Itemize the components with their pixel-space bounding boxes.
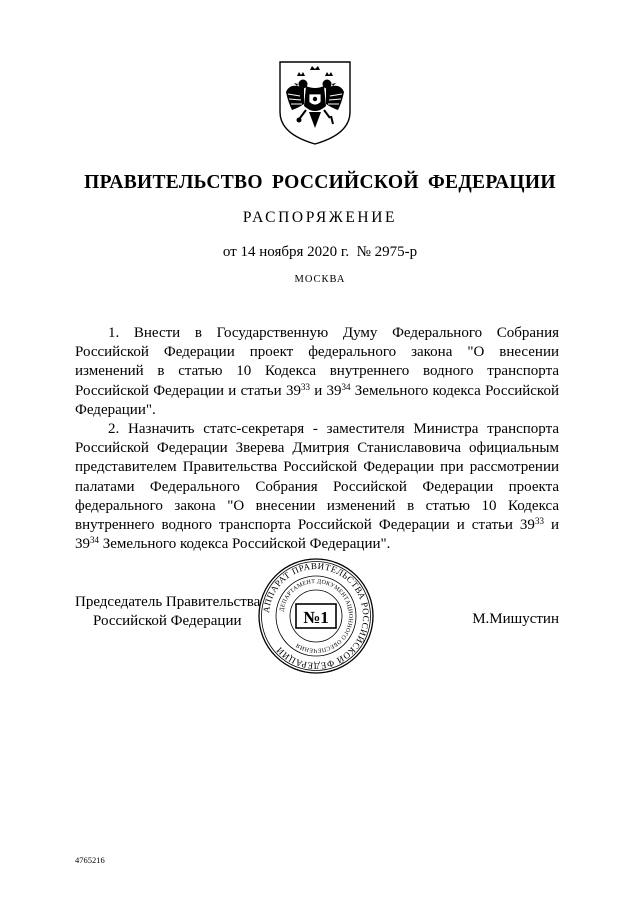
document-date-number: от 14 ноября 2020 г. № 2975-р — [222, 244, 418, 260]
seal-outer-text: АППАРАТ ПРАВИТЕЛЬСТВА РОССИЙСКОЙ ФЕДЕРАЦИИ — [261, 560, 372, 672]
document-city: МОСКВА — [294, 274, 346, 285]
government-title: ПРАВИТЕЛЬСТВО РОССИЙСКОЙ ФЕДЕРАЦИИ — [84, 172, 556, 193]
russian-coat-of-arms-icon — [276, 58, 354, 146]
seal-inner-text: ДЕПАРТАМЕНТ ДОКУМЕНТАЦИОННОГО ОБЕСПЕЧЕНИЯ — [279, 578, 354, 654]
signatory-name: М.Мишустин — [472, 611, 559, 627]
seal-number: №1 — [303, 608, 329, 627]
signatory-position: Председатель Правительства Российской Федерации — [75, 594, 261, 629]
document-body — [75, 324, 559, 554]
document-code: 4765216 — [75, 855, 105, 865]
paragraph-1: 1. Внести в Государственную Думу Федерального Собрания Российской Федерации проект федерального закона "О внесении изменений в статью 10 Кодекса внутреннего водного транспорта Российской Федерации и статьи $39^{33}$ и $39^{34}$ Земельного кодекса Российской Федерации". — [75, 325, 559, 418]
paragraph-2: 2. Назначить статс-секретаря - заместителя Министра транспорта Российской Федерации Зверева Дмитрия Станиславовича официальным представителем Правительства Российской Федерации при рассмотрении палатами Федерального Собрания Российской Федерации проекта федерального закона "О внесении изменений в статью 10 Кодекса внутреннего водного транспорта Российской Федерации и статьи $39^{33}$ и $39^{34}$ Земельного кодекса Российской Федерации". — [75, 421, 560, 553]
document-type: РАСПОРЯЖЕНИЕ — [242, 209, 398, 226]
official-seal — [256, 556, 376, 676]
